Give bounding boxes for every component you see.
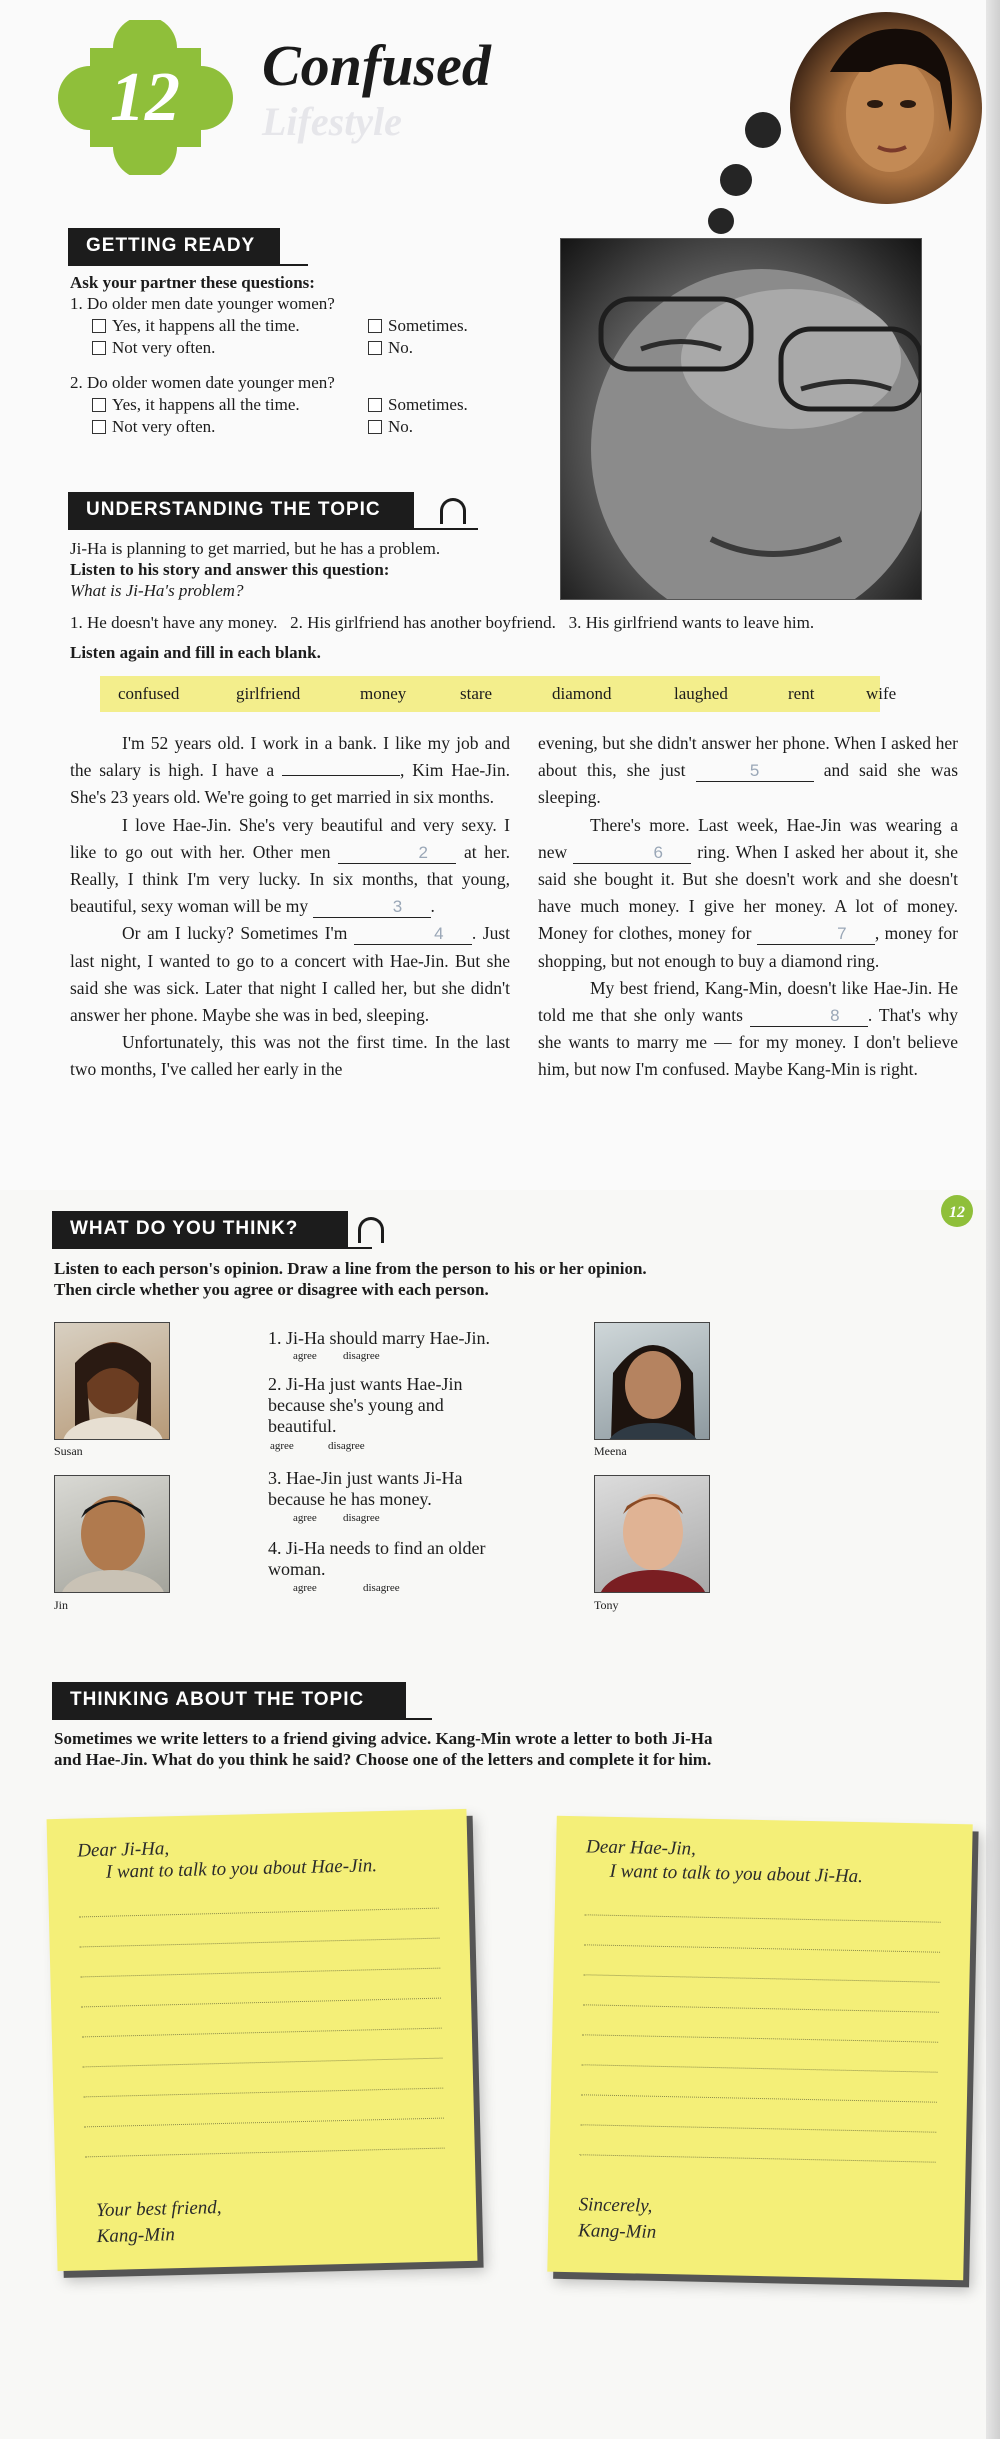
section-rule xyxy=(68,264,308,266)
opinion-4: 4. Ji-Ha needs to find an older woman. xyxy=(268,1538,486,1579)
listen-instruction: Listen to his story and answer this question: xyxy=(70,560,390,579)
thought-bubble-dot xyxy=(708,208,734,234)
person-name-meena: Meena xyxy=(594,1444,627,1458)
blank-1[interactable] xyxy=(282,775,400,776)
writing-line[interactable] xyxy=(80,1938,440,1948)
letter-signature: Kang-Min xyxy=(96,2224,176,2248)
getting-ready-instruction: Ask your partner these questions: xyxy=(70,273,315,292)
writing-line[interactable] xyxy=(84,2118,444,2128)
opinion-1: 1. Ji-Ha should marry Hae-Jin. xyxy=(268,1328,490,1348)
checkbox-icon[interactable] xyxy=(92,420,106,434)
checkbox-icon[interactable] xyxy=(368,398,382,412)
agree-option[interactable]: agree xyxy=(293,1582,317,1594)
checkbox-icon[interactable] xyxy=(368,341,382,355)
letter-opening: I want to talk to you about Hae-Jin. xyxy=(105,1855,378,1883)
person-name-tony: Tony xyxy=(594,1598,619,1612)
word-bank-item: girlfriend xyxy=(236,684,301,703)
checkbox-icon[interactable] xyxy=(92,398,106,412)
option-checkbox[interactable]: No. xyxy=(368,416,413,437)
word-bank-item: money xyxy=(360,684,407,703)
story-column-left: I'm 52 years old. I work in a bank. I like my job and the salary is high. I have a , Kim Hae-Jin. She's 23 years old. We're going to get married in six months. I love Hae-Jin. She's very beautiful and very sexy. I like to go out with her. Other men 2 at her. Really, I think I'm very lucky. In six months, that young, beautiful, sexy woman will be my 3 . Or am I lucky? Sometimes I'm 4 . Just last night, I wanted to go to a concert with Hae-Jin. But she said she was sick. Later that night I called her, but she didn't answer her phone. Maybe she was in bed, sleeping. Unfortunately, this was not the first time. In the last two months, I've called her early in the xyxy=(70,733,511,1080)
writing-line[interactable] xyxy=(585,1914,941,1922)
headphones-icon xyxy=(358,1217,384,1243)
writing-line[interactable] xyxy=(583,1974,939,1982)
option-checkbox[interactable]: Sometimes. xyxy=(368,315,468,336)
word-bank-item: laughed xyxy=(674,684,728,703)
agree-option[interactable]: agree xyxy=(293,1350,317,1362)
writing-line[interactable] xyxy=(583,2004,939,2012)
checkbox-icon[interactable] xyxy=(92,319,106,333)
writing-line[interactable] xyxy=(584,1944,940,1952)
word-bank-item: confused xyxy=(118,684,180,703)
letter-instruction-2: and Hae-Jin. What do you think he said? Choose one of the letters and complete it for him. xyxy=(54,1750,712,1769)
letter-opening: I want to talk to you about Ji-Ha. xyxy=(609,1860,864,1888)
option-checkbox[interactable]: Not very often. xyxy=(92,416,215,437)
checkbox-icon[interactable] xyxy=(368,420,382,434)
disagree-option[interactable]: disagree xyxy=(343,1350,380,1362)
page-mark-number: 12 xyxy=(949,1204,965,1221)
blank-5[interactable]: 5 xyxy=(696,761,814,782)
thought-bubble-dot xyxy=(720,164,752,196)
woman-portrait-photo xyxy=(790,12,982,204)
thought-bubble-dot xyxy=(745,112,781,148)
story-intro: Ji-Ha is planning to get married, but he has a problem. xyxy=(70,539,441,558)
letter-greeting: Dear Ji-Ha, xyxy=(77,1838,170,1862)
writing-line[interactable] xyxy=(580,2154,936,2162)
section-rule xyxy=(68,528,478,530)
checkbox-icon[interactable] xyxy=(92,341,106,355)
person-name-susan: Susan xyxy=(54,1444,83,1458)
answer-choices: 1. He doesn't have any money. 2. His girlfriend has another boyfriend. 3. His girlfriend wants to leave him. xyxy=(70,613,815,632)
disagree-option[interactable]: disagree xyxy=(363,1582,400,1594)
option-checkbox[interactable]: Not very often. xyxy=(92,337,215,358)
getting-ready-heading: GETTING READY xyxy=(68,228,280,264)
option-checkbox[interactable]: Yes, it happens all the time. xyxy=(92,394,300,415)
writing-line[interactable] xyxy=(580,2124,936,2132)
blank-2[interactable]: 2 xyxy=(338,843,456,864)
jin-photo xyxy=(54,1475,170,1593)
question-1: 1. Do older men date younger women? xyxy=(70,294,335,313)
option-checkbox[interactable]: Sometimes. xyxy=(368,394,468,415)
letter-closing: Your best friend, xyxy=(95,2197,222,2222)
writing-line[interactable] xyxy=(582,2064,938,2072)
writing-line[interactable] xyxy=(582,2034,938,2042)
writing-line[interactable] xyxy=(81,1998,441,2008)
tony-photo xyxy=(594,1475,710,1593)
word-bank-item: rent xyxy=(788,684,815,703)
writing-line[interactable] xyxy=(85,2148,445,2158)
faded-background-text: Lifestyle xyxy=(262,99,402,144)
word-bank-item: diamond xyxy=(552,684,612,703)
page-mark-badge xyxy=(940,1194,974,1228)
writing-line[interactable] xyxy=(581,2094,937,2102)
opinion-instruction-1: Listen to each person's opinion. Draw a line from the person to his or her opinion. xyxy=(54,1259,647,1278)
opinion-instruction-2: Then circle whether you agree or disagree with each person. xyxy=(54,1280,489,1299)
headphones-icon xyxy=(440,498,466,524)
story-column-right: evening, but she didn't answer her phone. When I asked her about this, she just 5 and said she was sleeping. There's more. Last week, Hae-Jin was wearing a new 6 ring. When I asked her about it, she said she bought it. But she doesn't work and she doesn't have much money. I give her money. A lot of money. Money for clothes, money for 7 , money for shopping, but not enough to buy a diamond ring. My best friend, Kang-Min, doesn't like Hae-Jin. He told me that she only wants 8 . That's why she wants to marry me — for my money. I don't believe him, but now I'm confused. Maybe Kang-Min is right. xyxy=(538,733,959,1080)
blank-6[interactable]: 6 xyxy=(573,843,691,864)
disagree-option[interactable]: disagree xyxy=(343,1512,380,1524)
blank-3[interactable]: 3 xyxy=(313,897,431,918)
writing-line[interactable] xyxy=(83,2088,443,2098)
what-do-you-think-heading: WHAT DO YOU THINK? xyxy=(52,1211,348,1247)
thinking-heading: THINKING ABOUT THE TOPIC xyxy=(52,1682,406,1718)
fill-in-instruction: Listen again and fill in each blank. xyxy=(70,643,321,662)
letter-instruction-1: Sometimes we write letters to a friend giving advice. Kang-Min wrote a letter to both Ji-Ha xyxy=(54,1729,713,1748)
question-prompt: What is Ji-Ha's problem? xyxy=(70,581,244,600)
letter-closing: Sincerely, xyxy=(578,2194,653,2217)
chapter-badge xyxy=(58,20,233,175)
writing-line[interactable] xyxy=(82,2028,442,2038)
word-bank-item: stare xyxy=(460,684,493,703)
letter-note-hae-jin[interactable] xyxy=(547,1816,972,2281)
section-rule xyxy=(52,1718,432,1720)
writing-line[interactable] xyxy=(79,1908,439,1918)
page-spine xyxy=(986,0,1000,2439)
option-checkbox[interactable]: No. xyxy=(368,337,413,358)
opinion-2: 2. Ji-Ha just wants Hae-Jin because she's young and beautiful. xyxy=(268,1374,463,1436)
word-bank xyxy=(100,676,897,712)
checkbox-icon[interactable] xyxy=(368,319,382,333)
person-name-jin: Jin xyxy=(54,1598,69,1612)
chapter-number: 12 xyxy=(110,59,180,136)
question-2: 2. Do older women date younger men? xyxy=(70,373,335,392)
blank-7[interactable]: 7 xyxy=(757,924,875,945)
blank-8[interactable]: 8 xyxy=(750,1006,868,1027)
disagree-option[interactable]: disagree xyxy=(328,1440,365,1452)
susan-photo xyxy=(54,1322,170,1440)
blank-4[interactable]: 4 xyxy=(354,924,472,945)
letter-greeting: Dear Hae-Jin, xyxy=(585,1836,697,1860)
letter-signature: Kang-Min xyxy=(577,2220,657,2243)
option-checkbox[interactable]: Yes, it happens all the time. xyxy=(92,315,300,336)
section-rule xyxy=(52,1247,372,1249)
chapter-title: Confused xyxy=(262,33,491,98)
word-bank-item: wife xyxy=(866,684,897,703)
understanding-heading: UNDERSTANDING THE TOPIC xyxy=(68,492,414,528)
writing-line[interactable] xyxy=(80,1968,440,1978)
opinion-3: 3. Hae-Jin just wants Ji-Ha because he has money. xyxy=(268,1468,463,1509)
meena-photo xyxy=(594,1322,710,1440)
writing-line[interactable] xyxy=(83,2058,443,2068)
thinking-man-photo xyxy=(560,238,922,600)
agree-option[interactable]: agree xyxy=(270,1440,294,1452)
letter-note-ji-ha[interactable] xyxy=(47,1809,478,2271)
agree-option[interactable]: agree xyxy=(293,1512,317,1524)
